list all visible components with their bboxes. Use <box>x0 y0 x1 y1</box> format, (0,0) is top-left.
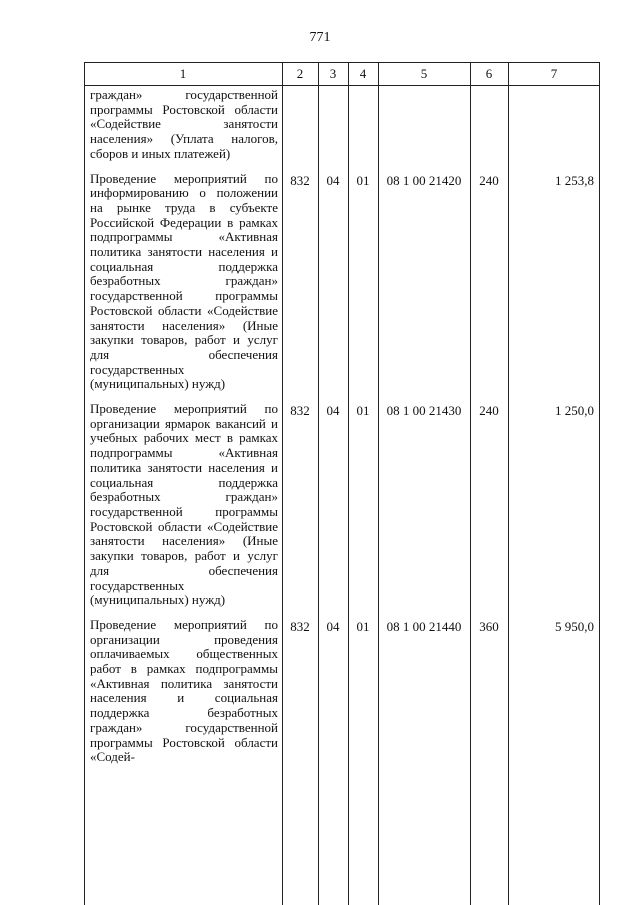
row-target-article: 08 1 00 21430 <box>386 403 462 419</box>
row-subsection: 01 <box>356 403 370 419</box>
budget-table-container <box>84 62 600 905</box>
row-amount: 1 253,8 <box>555 172 594 188</box>
header-col-6: 6 <box>470 63 508 86</box>
row-grbs: 832 <box>290 172 310 188</box>
row-description: граждан» государственной программы Ростовской области «Содействие занятости населения» (Уплата налогов, сборов и иных платежей) <box>90 87 278 161</box>
header-col-5: 5 <box>378 63 470 86</box>
header-col-2: 2 <box>282 63 318 86</box>
page-number: 771 <box>309 30 331 45</box>
header-col-3: 3 <box>318 63 348 86</box>
row-expense-type <box>470 86 508 172</box>
row-section: 04 <box>326 403 340 419</box>
row-amount: 1 250,0 <box>555 403 594 419</box>
header-col-1: 1 <box>84 63 282 86</box>
row-target-article: 08 1 00 21420 <box>386 172 462 188</box>
row-subsection: 01 <box>356 618 370 634</box>
row-expense-type: 240 <box>479 403 499 419</box>
table-row <box>84 86 600 172</box>
row-amount <box>508 86 600 172</box>
row-target-article: 08 1 00 21440 <box>386 618 462 634</box>
row-section: 04 <box>326 172 340 188</box>
row-description: Проведение мероприятий по организации ярмарок вакансий и учебных рабочих мест в рамках подпрограммы «Активная политика занятости населения и социальная поддержка безработных граждан» государственной программы Ростовской области «Содействие занятости населения» (Иные закупки товаров, работ и услуг для обеспечения государственных (муниципальных) нужд) <box>90 401 278 608</box>
header-col-7: 7 <box>508 63 600 86</box>
row-expense-type: 240 <box>479 172 499 188</box>
row-amount: 5 950,0 <box>555 618 594 634</box>
row-section: 04 <box>326 618 340 634</box>
row-description: Проведение мероприятий по информированию о положении на рынке труда в субъекте Российской Федерации в рамках подпрограммы «Активная политика занятости населения и социальная поддержка безработных граждан» государственной программы Ростовской области «Содействие занятости населения» (Иные закупки товаров, работ и услуг для обеспечения государственных (муниципальных) нужд) <box>90 170 278 392</box>
table-header-row <box>84 63 600 86</box>
row-subsection: 01 <box>356 172 370 188</box>
table-row <box>84 402 600 618</box>
row-grbs: 832 <box>290 403 310 419</box>
table-row <box>84 172 600 403</box>
row-description: Проведение мероприятий по организации проведения оплачиваемых общественных работ в рамках подпрограммы «Активная политика занятости населения и социальная поддержка безработных граждан» государственной программы Ростовской области «Содей- <box>90 616 278 765</box>
row-grbs <box>282 86 318 172</box>
row-grbs: 832 <box>290 618 310 634</box>
budget-table <box>84 62 600 773</box>
row-expense-type: 360 <box>479 618 499 634</box>
row-section <box>318 86 348 172</box>
table-row <box>84 618 600 773</box>
row-target-article <box>378 86 470 172</box>
header-col-4: 4 <box>348 63 378 86</box>
row-subsection <box>348 86 378 172</box>
